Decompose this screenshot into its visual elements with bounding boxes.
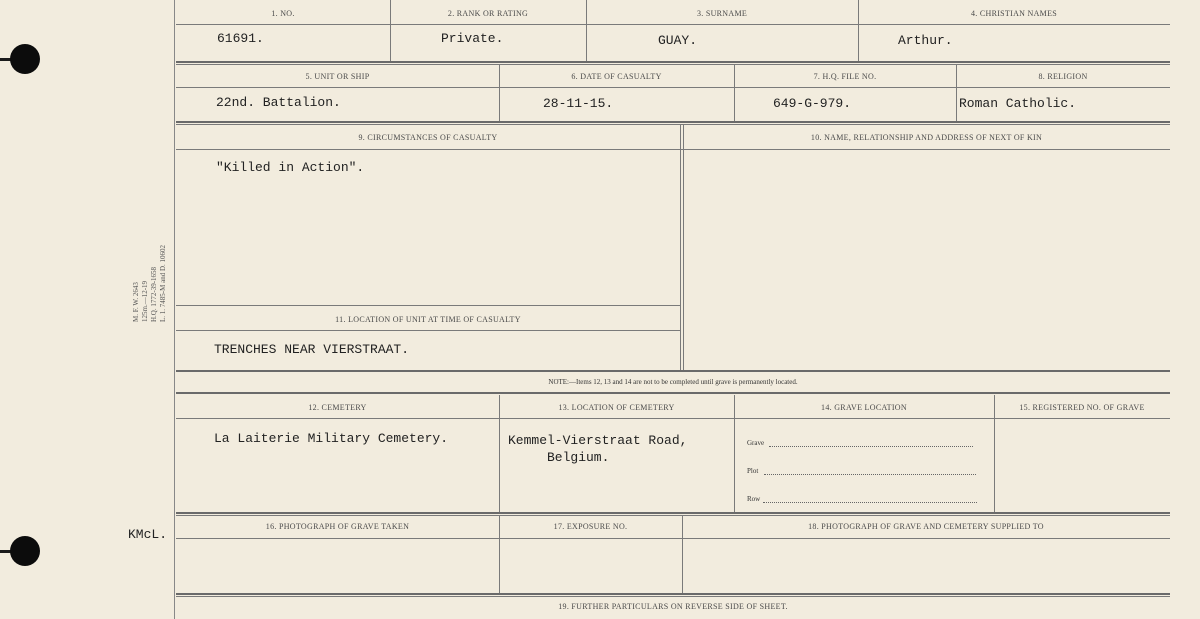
row4-top-line xyxy=(176,305,680,306)
row4-label-line xyxy=(176,330,680,331)
divider xyxy=(499,395,500,512)
row-label: Row xyxy=(747,495,761,503)
label-cemetery-location: 13. LOCATION OF CEMETERY xyxy=(558,403,675,412)
label-photograph-taken: 16. PHOTOGRAPH OF GRAVE TAKEN xyxy=(265,522,410,531)
grave-dotline xyxy=(769,446,973,447)
grave-label: Grave xyxy=(747,439,765,447)
divider xyxy=(734,395,735,512)
row-dotline xyxy=(763,502,977,503)
value-rank: Private. xyxy=(441,31,504,46)
clerk-initials: KMcL. xyxy=(128,527,168,542)
divider xyxy=(680,124,681,370)
label-circumstances: 9. CIRCUMSTANCES OF CASUALTY xyxy=(358,133,498,142)
label-file-no: 7. H.Q. FILE NO. xyxy=(813,72,877,81)
value-surname: GUAY. xyxy=(658,33,698,48)
value-cemetery-location-2: Belgium. xyxy=(547,450,610,465)
label-religion: 8. RELIGION xyxy=(1038,72,1088,81)
punch-hole-top xyxy=(10,44,40,74)
punch-hole-bottom xyxy=(10,536,40,566)
label-grave-location: 14. GRAVE LOCATION xyxy=(821,403,907,412)
value-christian-names: Arthur. xyxy=(898,33,953,48)
value-religion: Roman Catholic. xyxy=(959,96,1077,111)
printer-line-1: M. F. W. 2643 xyxy=(132,282,140,322)
label-next-of-kin: 10. NAME, RELATIONSHIP AND ADDRESS OF NEXT OF KIN xyxy=(810,133,1043,142)
row6-label-line xyxy=(176,538,1170,539)
label-date: 6. DATE OF CASUALTY xyxy=(571,72,662,81)
plot-label: Plot xyxy=(747,467,759,475)
label-surname: 3. SURNAME xyxy=(696,9,748,18)
row5-label-line xyxy=(176,418,1170,419)
value-cemetery: La Laiterie Military Cemetery. xyxy=(214,431,449,446)
value-circumstances: "Killed in Action". xyxy=(216,160,365,175)
divider xyxy=(994,395,995,512)
note-bottom-line xyxy=(176,392,1170,394)
note-top-line xyxy=(176,370,1170,372)
label-number: 1. NO. xyxy=(271,9,295,18)
printer-line-2: 125m.—12-19 xyxy=(141,280,149,322)
label-registered-no: 15. REGISTERED NO. OF GRAVE xyxy=(1019,403,1145,412)
value-date: 28-11-15. xyxy=(543,96,614,111)
label-rank: 2. RANK OR RATING xyxy=(447,9,529,18)
value-location-unit: TRENCHES NEAR VIERSTRAAT. xyxy=(214,342,410,357)
printer-line-4: L. 1. 7485-M and D. 10602 xyxy=(159,245,167,322)
label-further-particulars: 19. FURTHER PARTICULARS ON REVERSE SIDE OF SHEET. xyxy=(558,602,788,611)
left-margin-line xyxy=(174,0,175,619)
value-number: 61691. xyxy=(217,31,264,46)
label-exposure-no: 17. EXPOSURE NO. xyxy=(553,522,628,531)
row3-label-line xyxy=(176,149,1170,150)
value-file-no: 649-G-979. xyxy=(773,96,852,111)
label-photograph-supplied: 18. PHOTOGRAPH OF GRAVE AND CEMETERY SUPPLIED TO xyxy=(808,522,1044,531)
label-unit: 5. UNIT OR SHIP xyxy=(305,72,370,81)
label-location-unit: 11. LOCATION OF UNIT AT TIME OF CASUALTY xyxy=(335,315,521,324)
row1-label-line xyxy=(176,24,1170,25)
label-christian-names: 4. CHRISTIAN NAMES xyxy=(970,9,1058,18)
row2-bottom-line xyxy=(176,121,1170,123)
value-cemetery-location-1: Kemmel-Vierstraat Road, xyxy=(508,433,688,448)
label-cemetery: 12. CEMETERY xyxy=(308,403,367,412)
value-unit: 22nd. Battalion. xyxy=(216,95,341,110)
note-text: NOTE:—Items 12, 13 and 14 are not to be completed until grave is permanently located. xyxy=(548,378,798,386)
row2-label-line xyxy=(176,87,1170,88)
printer-line-3: H.Q. 1772-39-1658 xyxy=(150,266,158,322)
row3-top-line xyxy=(176,124,1170,125)
row5-bottom-line xyxy=(176,512,1170,514)
row2-top-line xyxy=(176,64,1170,65)
plot-dotline xyxy=(764,474,976,475)
row1-bottom-line xyxy=(176,61,1170,63)
footer-top-line xyxy=(176,596,1170,597)
row6-top-line xyxy=(176,515,1170,516)
divider xyxy=(683,124,684,370)
row6-bottom-line xyxy=(176,593,1170,595)
